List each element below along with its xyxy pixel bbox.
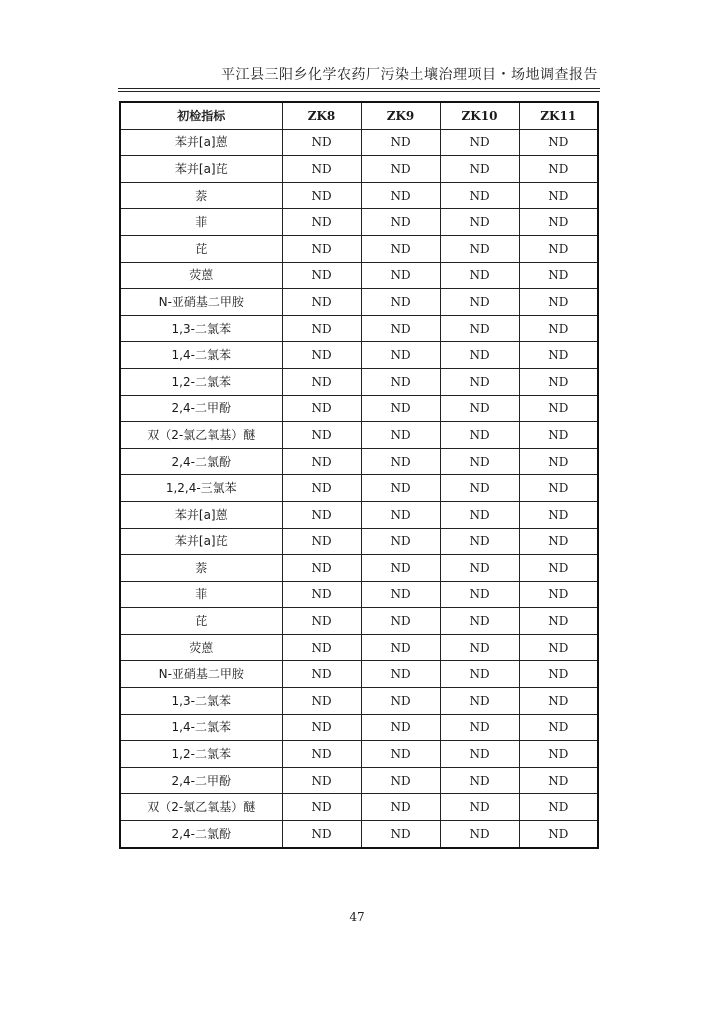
value-cell: ND <box>519 661 598 688</box>
value-cell: ND <box>361 634 440 661</box>
value-cell: ND <box>361 714 440 741</box>
indicator-cell: 芘 <box>120 235 282 262</box>
table-row <box>120 475 598 502</box>
value-cell: ND <box>440 767 519 794</box>
column-header-zk11: ZK11 <box>519 102 598 129</box>
value-cell: ND <box>519 129 598 156</box>
value-cell: ND <box>282 634 361 661</box>
table-row <box>120 794 598 821</box>
page-header-title: 平江县三阳乡化学农药厂污染土壤治理项目・场地调查报告 <box>221 67 598 83</box>
value-cell: ND <box>519 182 598 209</box>
value-cell: ND <box>361 368 440 395</box>
value-cell: ND <box>282 688 361 715</box>
value-cell: ND <box>440 821 519 848</box>
value-cell: ND <box>519 581 598 608</box>
table-row <box>120 767 598 794</box>
indicator-cell: 2,4-二氯酚 <box>120 821 282 848</box>
value-cell: ND <box>282 342 361 369</box>
indicator-cell: 2,4-二甲酚 <box>120 395 282 422</box>
value-cell: ND <box>440 741 519 768</box>
table-row <box>120 714 598 741</box>
value-cell: ND <box>519 688 598 715</box>
value-cell: ND <box>361 448 440 475</box>
value-cell: ND <box>440 634 519 661</box>
table-row <box>120 235 598 262</box>
page-number: 47 <box>349 910 365 924</box>
value-cell: ND <box>519 342 598 369</box>
value-cell: ND <box>519 209 598 236</box>
indicator-cell: 1,4-二氯苯 <box>120 342 282 369</box>
value-cell: ND <box>361 289 440 316</box>
value-cell: ND <box>361 661 440 688</box>
value-cell: ND <box>282 741 361 768</box>
value-cell: ND <box>440 661 519 688</box>
value-cell: ND <box>282 315 361 342</box>
value-cell: ND <box>361 182 440 209</box>
table-row <box>120 209 598 236</box>
indicator-cell: 1,3-二氯苯 <box>120 315 282 342</box>
table-row <box>120 182 598 209</box>
value-cell: ND <box>440 289 519 316</box>
value-cell: ND <box>361 342 440 369</box>
value-cell: ND <box>282 182 361 209</box>
value-cell: ND <box>361 156 440 183</box>
value-cell: ND <box>361 608 440 635</box>
table-row <box>120 368 598 395</box>
value-cell: ND <box>282 501 361 528</box>
value-cell: ND <box>282 714 361 741</box>
indicator-cell: 萘 <box>120 555 282 582</box>
value-cell: ND <box>282 555 361 582</box>
table-row <box>120 608 598 635</box>
indicator-cell: 双（2-氯乙氧基）醚 <box>120 794 282 821</box>
value-cell: ND <box>361 235 440 262</box>
value-cell: ND <box>282 129 361 156</box>
value-cell: ND <box>440 475 519 502</box>
value-cell: ND <box>282 395 361 422</box>
value-cell: ND <box>440 182 519 209</box>
value-cell: ND <box>282 794 361 821</box>
indicator-cell: 2,4-二甲酚 <box>120 767 282 794</box>
value-cell: ND <box>282 262 361 289</box>
value-cell: ND <box>440 262 519 289</box>
value-cell: ND <box>519 634 598 661</box>
value-cell: ND <box>440 395 519 422</box>
indicator-cell: 1,4-二氯苯 <box>120 714 282 741</box>
value-cell: ND <box>282 661 361 688</box>
value-cell: ND <box>361 688 440 715</box>
value-cell: ND <box>519 794 598 821</box>
indicator-cell: 双（2-氯乙氧基）醚 <box>120 422 282 449</box>
indicator-cell: 荧蒽 <box>120 262 282 289</box>
value-cell: ND <box>361 315 440 342</box>
value-cell: ND <box>519 741 598 768</box>
indicator-cell: 菲 <box>120 581 282 608</box>
header-rule-thin <box>118 91 600 92</box>
indicator-cell: 1,2,4-三氯苯 <box>120 475 282 502</box>
value-cell: ND <box>282 156 361 183</box>
value-cell: ND <box>282 448 361 475</box>
value-cell: ND <box>361 821 440 848</box>
column-header-zk8: ZK8 <box>282 102 361 129</box>
column-header-indicator: 初检指标 <box>120 102 282 129</box>
value-cell: ND <box>282 289 361 316</box>
value-cell: ND <box>361 395 440 422</box>
value-cell: ND <box>519 422 598 449</box>
value-cell: ND <box>440 342 519 369</box>
value-cell: ND <box>519 395 598 422</box>
value-cell: ND <box>440 368 519 395</box>
value-cell: ND <box>282 528 361 555</box>
header-rule <box>118 88 600 89</box>
indicator-cell: 1,2-二氯苯 <box>120 368 282 395</box>
value-cell: ND <box>440 129 519 156</box>
indicator-cell: 芘 <box>120 608 282 635</box>
value-cell: ND <box>440 235 519 262</box>
table-row <box>120 581 598 608</box>
table-row <box>120 741 598 768</box>
table-row <box>120 528 598 555</box>
value-cell: ND <box>440 501 519 528</box>
column-header-zk10: ZK10 <box>440 102 519 129</box>
value-cell: ND <box>440 156 519 183</box>
value-cell: ND <box>282 209 361 236</box>
table-row <box>120 129 598 156</box>
value-cell: ND <box>519 608 598 635</box>
table-row <box>120 501 598 528</box>
value-cell: ND <box>282 475 361 502</box>
value-cell: ND <box>519 767 598 794</box>
indicator-cell: 1,2-二氯苯 <box>120 741 282 768</box>
table-row <box>120 315 598 342</box>
value-cell: ND <box>361 262 440 289</box>
value-cell: ND <box>519 289 598 316</box>
value-cell: ND <box>440 209 519 236</box>
value-cell: ND <box>440 448 519 475</box>
table-body <box>120 129 598 848</box>
value-cell: ND <box>519 368 598 395</box>
table-row <box>120 395 598 422</box>
value-cell: ND <box>519 156 598 183</box>
value-cell: ND <box>440 422 519 449</box>
value-cell: ND <box>519 821 598 848</box>
value-cell: ND <box>361 581 440 608</box>
indicator-cell: 苯并[a]芘 <box>120 528 282 555</box>
table-row <box>120 688 598 715</box>
table-row <box>120 634 598 661</box>
indicator-cell: N-亚硝基二甲胺 <box>120 661 282 688</box>
indicator-cell: 2,4-二氯酚 <box>120 448 282 475</box>
table-header-row <box>120 102 598 129</box>
value-cell: ND <box>440 528 519 555</box>
value-cell: ND <box>440 555 519 582</box>
table-row <box>120 821 598 848</box>
value-cell: ND <box>519 528 598 555</box>
value-cell: ND <box>282 821 361 848</box>
value-cell: ND <box>519 555 598 582</box>
value-cell: ND <box>519 315 598 342</box>
value-cell: ND <box>361 209 440 236</box>
value-cell: ND <box>519 475 598 502</box>
indicator-cell: 苯并[a]蒽 <box>120 501 282 528</box>
value-cell: ND <box>440 688 519 715</box>
table-row <box>120 422 598 449</box>
value-cell: ND <box>519 235 598 262</box>
value-cell: ND <box>361 129 440 156</box>
table-row <box>120 661 598 688</box>
table-row <box>120 342 598 369</box>
value-cell: ND <box>361 422 440 449</box>
table-row <box>120 289 598 316</box>
value-cell: ND <box>440 315 519 342</box>
value-cell: ND <box>440 714 519 741</box>
value-cell: ND <box>361 794 440 821</box>
value-cell: ND <box>282 581 361 608</box>
indicator-cell: 荧蒽 <box>120 634 282 661</box>
indicator-cell: N-亚硝基二甲胺 <box>120 289 282 316</box>
column-header-zk9: ZK9 <box>361 102 440 129</box>
value-cell: ND <box>361 528 440 555</box>
table-row <box>120 156 598 183</box>
value-cell: ND <box>361 741 440 768</box>
value-cell: ND <box>282 235 361 262</box>
value-cell: ND <box>519 714 598 741</box>
value-cell: ND <box>361 555 440 582</box>
value-cell: ND <box>440 581 519 608</box>
table-row <box>120 262 598 289</box>
indicator-cell: 苯并[a]蒽 <box>120 129 282 156</box>
value-cell: ND <box>361 501 440 528</box>
value-cell: ND <box>282 422 361 449</box>
value-cell: ND <box>361 767 440 794</box>
value-cell: ND <box>440 794 519 821</box>
value-cell: ND <box>519 501 598 528</box>
value-cell: ND <box>519 448 598 475</box>
value-cell: ND <box>361 475 440 502</box>
table-row <box>120 555 598 582</box>
value-cell: ND <box>519 262 598 289</box>
indicator-cell: 苯并[a]芘 <box>120 156 282 183</box>
value-cell: ND <box>440 608 519 635</box>
indicator-cell: 菲 <box>120 209 282 236</box>
value-cell: ND <box>282 608 361 635</box>
value-cell: ND <box>282 767 361 794</box>
table-row <box>120 448 598 475</box>
value-cell: ND <box>282 368 361 395</box>
results-table <box>119 101 599 849</box>
indicator-cell: 1,3-二氯苯 <box>120 688 282 715</box>
indicator-cell: 萘 <box>120 182 282 209</box>
